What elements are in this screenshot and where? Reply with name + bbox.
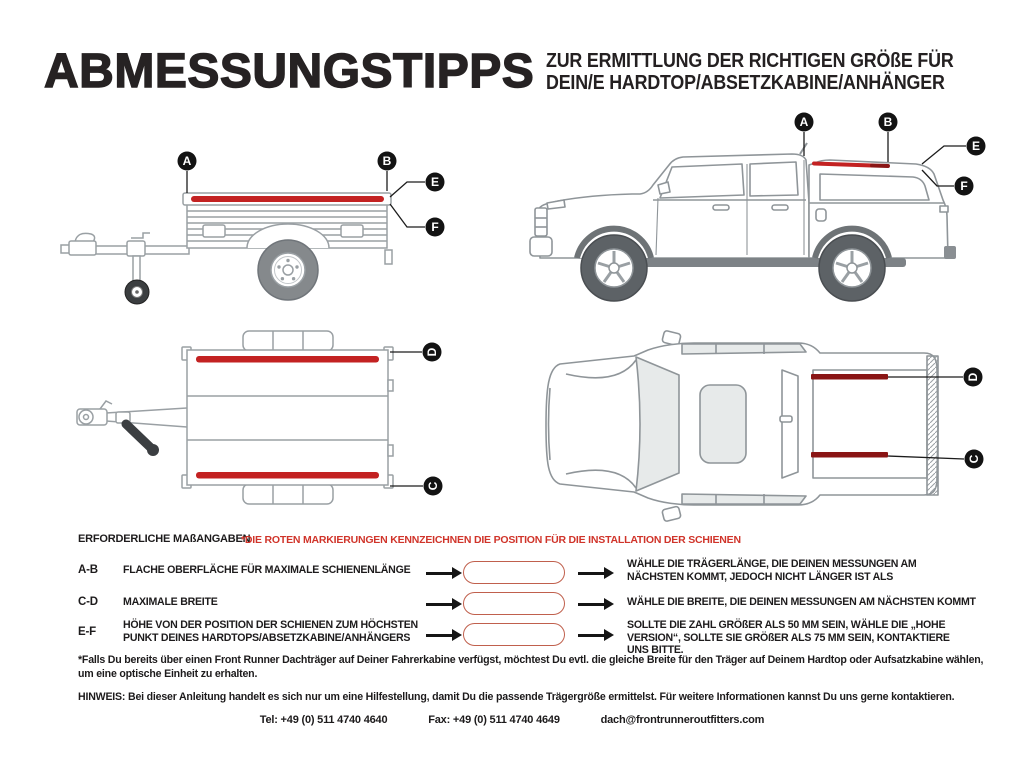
arrow-right-icon xyxy=(578,629,614,642)
marker-d xyxy=(964,368,983,387)
footnote-text: *Falls Du bereits über einen Front Runner Dachträger auf Deiner Fahrerkabine verfügst, möchtest Du evtl. die gleiche Breite für den Träger auf Deinem Hardtop oder Aufsatzkabine wählen, um eine optische Einheit zu erhalten. xyxy=(78,654,984,680)
svg-text:C: C xyxy=(967,454,982,464)
leader-lines xyxy=(390,352,423,486)
svg-text:B: B xyxy=(382,154,392,169)
svg-text:A: A xyxy=(799,115,809,130)
measurement-input-ef[interactable] xyxy=(463,623,565,646)
marker-a xyxy=(795,113,814,132)
measurement-desc-ef: HÖHE VON DER POSITION DER SCHIENEN ZUM HÖCHSTEN PUNKT DEINES HARDTOPS/ABSETZKABINE/ANHÄNGERS xyxy=(123,619,418,644)
measurement-key-cd: C-D xyxy=(78,596,98,608)
measurements-section-title: ERFORDERLICHE MAßANGABEN xyxy=(78,533,251,545)
hint-text: HINWEIS: Bei dieser Anleitung handelt es sich nur um eine Hilfestellung, damit Du die passende Trägergröße ermittelst. Für weitere Informationen kannst Du uns gerne kontaktieren. xyxy=(78,691,955,703)
measurement-result-ab: WÄHLE DIE TRÄGERLÄNGE, DIE DEINEN MESSUNGEN AM NÄCHSTEN KOMMT, JEDOCH NICHT LÄNGER IST ALS xyxy=(627,558,917,583)
marker-f xyxy=(426,218,445,237)
page-title: ABMESSUNGSTIPPS xyxy=(44,45,535,98)
measurement-input-ab[interactable] xyxy=(463,561,565,584)
marker-e xyxy=(426,173,445,192)
svg-text:F: F xyxy=(431,220,439,235)
subtitle-line-1: ZUR ERMITTLUNG DER RICHTIGEN GRÖßE FÜR xyxy=(546,49,954,72)
rail-marking-bed-1 xyxy=(811,374,888,380)
rail-marking-bed-2 xyxy=(811,452,888,458)
truck-top-view-diagram xyxy=(530,328,1000,524)
subtitle-line-2: DEIN/E HARDTOP/ABSETZKABINE/ANHÄNGER xyxy=(546,71,945,94)
rail-marking-canopy xyxy=(814,164,872,166)
svg-text:D: D xyxy=(425,347,440,357)
svg-text:B: B xyxy=(883,115,893,130)
rail-marking-side xyxy=(191,196,384,202)
page-subtitle xyxy=(546,50,954,94)
handbrake-knob xyxy=(147,444,159,456)
trailer-side-view-diagram xyxy=(45,138,465,330)
rear-bumper xyxy=(944,246,956,259)
measurement-input-cd[interactable] xyxy=(463,592,565,615)
rail-position-note: *DIE ROTEN MARKIERUNGEN KENNZEICHNEN DIE POSITION FÜR DIE INSTALLATION DER SCHIENEN xyxy=(241,533,741,546)
footer-tel: Tel: +49 (0) 511 4740 4640 xyxy=(259,714,388,726)
marker-f xyxy=(955,177,974,196)
marker-c xyxy=(424,477,443,496)
marker-b xyxy=(378,152,397,171)
footer-fax: Fax: +49 (0) 511 4740 4649 xyxy=(428,714,560,726)
arrow-right-icon xyxy=(578,598,614,611)
rail-marking-top-1 xyxy=(196,356,379,363)
arrow-right-icon xyxy=(426,598,462,611)
measurement-desc-cd: MAXIMALE BREITE xyxy=(123,596,218,608)
marker-a xyxy=(178,152,197,171)
measurement-desc-ab: FLACHE OBERFLÄCHE FÜR MAXIMALE SCHIENENLÄNGE xyxy=(123,564,411,576)
marker-d xyxy=(423,343,442,362)
rail-marking-top-2 xyxy=(196,472,379,479)
footer-contact xyxy=(0,714,1024,726)
svg-text:E: E xyxy=(430,175,440,190)
arrow-right-icon xyxy=(578,567,614,580)
trailer-side-linework xyxy=(61,193,392,282)
marker-b xyxy=(879,113,898,132)
rail-marking-canopy-end xyxy=(872,166,888,167)
footer-email: dach@frontrunneroutfitters.com xyxy=(600,714,765,726)
svg-text:F: F xyxy=(960,179,968,194)
marker-e xyxy=(967,137,986,156)
svg-text:E: E xyxy=(971,139,981,154)
handbrake-lever xyxy=(126,424,150,447)
svg-text:C: C xyxy=(426,481,441,491)
arrow-right-icon xyxy=(426,629,462,642)
measurement-result-ef: SOLLTE DIE ZAHL GRÖßER ALS 50 MM SEIN, WÄHLE DIE „HOHE VERSION“, SOLLTE SIE GRÖßER ALS 75 MM SEIN, KONTAKTIERE UNS BITTE. xyxy=(627,619,950,657)
marker-c xyxy=(965,450,984,469)
arrow-right-icon xyxy=(426,567,462,580)
svg-text:A: A xyxy=(182,154,192,169)
truck-top-linework xyxy=(546,330,938,522)
measurement-key-ab: A-B xyxy=(78,564,98,576)
trailer-top-view-diagram xyxy=(60,328,480,524)
measurement-result-cd: WÄHLE DIE BREITE, DIE DEINEN MESSUNGEN AM NÄCHSTEN KOMMT xyxy=(627,596,976,608)
truck-side-view-diagram xyxy=(520,108,1000,322)
measurement-key-ef: E-F xyxy=(78,626,96,638)
measurement-row-ef xyxy=(0,616,1024,656)
svg-text:D: D xyxy=(966,372,981,382)
